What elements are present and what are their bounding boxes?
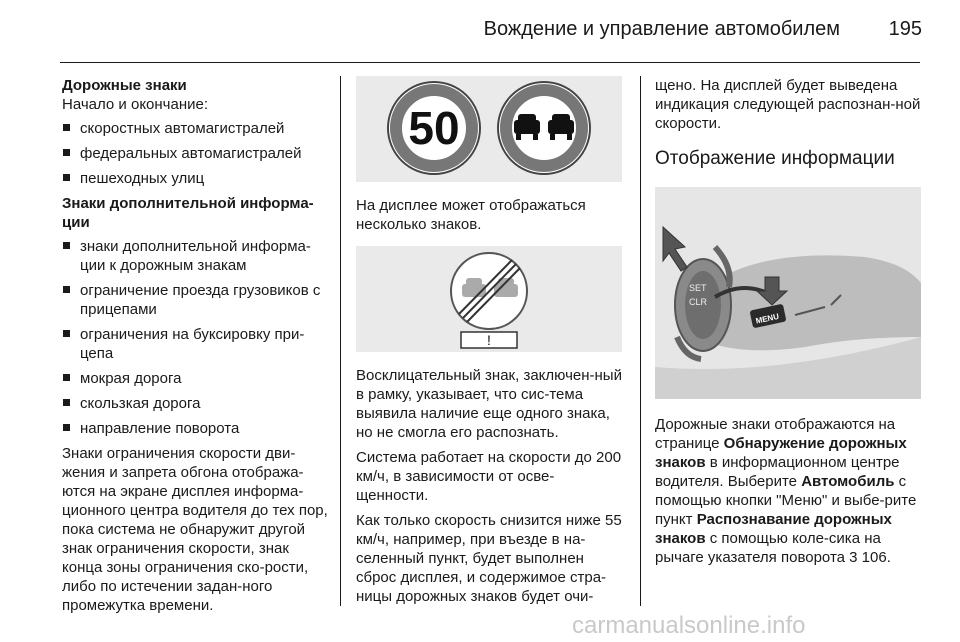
figure-unrecognized-sign <box>356 246 622 352</box>
list-item: ограничение проезда грузовиков с прицепами <box>62 281 330 319</box>
exclamation-plate-text: ! <box>487 332 491 348</box>
bullet-icon <box>63 124 70 131</box>
list-item: федеральных автомагистралей <box>62 144 330 163</box>
signs-illustration <box>356 76 622 182</box>
body-paragraph: Как только скорость снизится ниже 55 км/ч, например, при въезде в на-селенный пункт, будет выполнен сброс дисплея, и содержимое стра-ницы дорожных знаков будет очи- <box>356 512 622 605</box>
bullet-icon <box>63 424 70 431</box>
body-paragraph: Система работает на скорости до 200 км/ч, в зависимости от осве-щенности. <box>356 449 622 504</box>
link-text-road-sign-detection: Обнаружение дорожных знаков <box>655 435 907 471</box>
intro-text: Начало и окончание: <box>62 96 209 113</box>
end-of-no-overtaking-illustration <box>356 246 622 352</box>
body-paragraph: Знаки ограничения скорости дви-жения и запрета обгона отобража-ются на экране дисплея информа-ционного центра водителя до тех пор, пока система не обнаружит другой знак ограничения скорости, знак конца зоны ограничения ско-рости, либо по истечении задан-ного промежутка времени. <box>62 445 328 614</box>
list-additional-info <box>62 237 330 438</box>
bullet-icon <box>63 330 70 337</box>
figure-caption: На дисплее может отображаться несколько знаков. <box>356 197 586 233</box>
section-heading-additional-info: Знаки дополнительной информа-ции <box>62 195 314 231</box>
figure-indicator-stalk <box>655 187 921 399</box>
list-item: пешеходных улиц <box>62 169 330 188</box>
column-left <box>62 76 330 615</box>
bullet-icon <box>63 242 70 249</box>
column-middle <box>356 76 624 612</box>
menu-button-label: MENU <box>754 311 780 326</box>
menu-item-sign-recognition: Распознавание дорожных знаков <box>655 511 892 547</box>
stalk-clr-label: CLR <box>689 297 708 307</box>
body-paragraph: щено. На дисплей будет выведена индикация следующей распознан-ной скорости. <box>655 77 921 132</box>
bullet-icon <box>63 286 70 293</box>
list-item: скоростных автомагистралей <box>62 119 330 138</box>
body-paragraph-instructions: Дорожные знаки отображаются на странице Обнаружение дорожных знаков в информационном центре водителя. Выберите Автомобиль с помощью кнопки "Меню" и выбе-рите пункт Распознавание дорожных знаков с помощью коле-сика на рычаге указателя поворота 3 106. <box>655 416 917 566</box>
list-item: ограничения на буксировку при-цепа <box>62 325 330 363</box>
speed-limit-value: 50 <box>408 102 460 154</box>
menu-item-vehicle: Автомобиль <box>801 473 895 490</box>
page-header-title: Вождение и управление автомобилем <box>483 18 840 40</box>
list-item: направление поворота <box>62 419 330 438</box>
bullet-icon <box>63 399 70 406</box>
header-divider <box>60 62 920 63</box>
section-heading-road-signs: Дорожные знаки <box>62 77 187 94</box>
column-right <box>655 76 923 573</box>
figure-speed-and-overtaking-signs <box>356 76 622 182</box>
body-paragraph: Восклицательный знак, заключен-ный в рамку, указывает, что сис-тема выявила наличие еще одного знака, но не смогла его распознать. <box>356 367 622 441</box>
bullet-icon <box>63 374 70 381</box>
section-heading-display: Отображение информации <box>655 148 895 169</box>
bullet-icon <box>63 174 70 181</box>
page-reference: 3 106. <box>849 549 891 566</box>
watermark: carmanualsonline.info <box>572 612 806 639</box>
list-start-end <box>62 119 330 188</box>
column-divider <box>640 76 641 606</box>
column-divider <box>340 76 341 606</box>
list-item: знаки дополнительной информа-ции к дорожным знакам <box>62 237 330 275</box>
stalk-illustration <box>655 187 921 399</box>
list-item: скользкая дорога <box>62 394 330 413</box>
list-item: мокрая дорога <box>62 369 330 388</box>
bullet-icon <box>63 149 70 156</box>
stalk-set-label: SET <box>689 283 707 293</box>
page-number: 195 <box>888 18 922 40</box>
